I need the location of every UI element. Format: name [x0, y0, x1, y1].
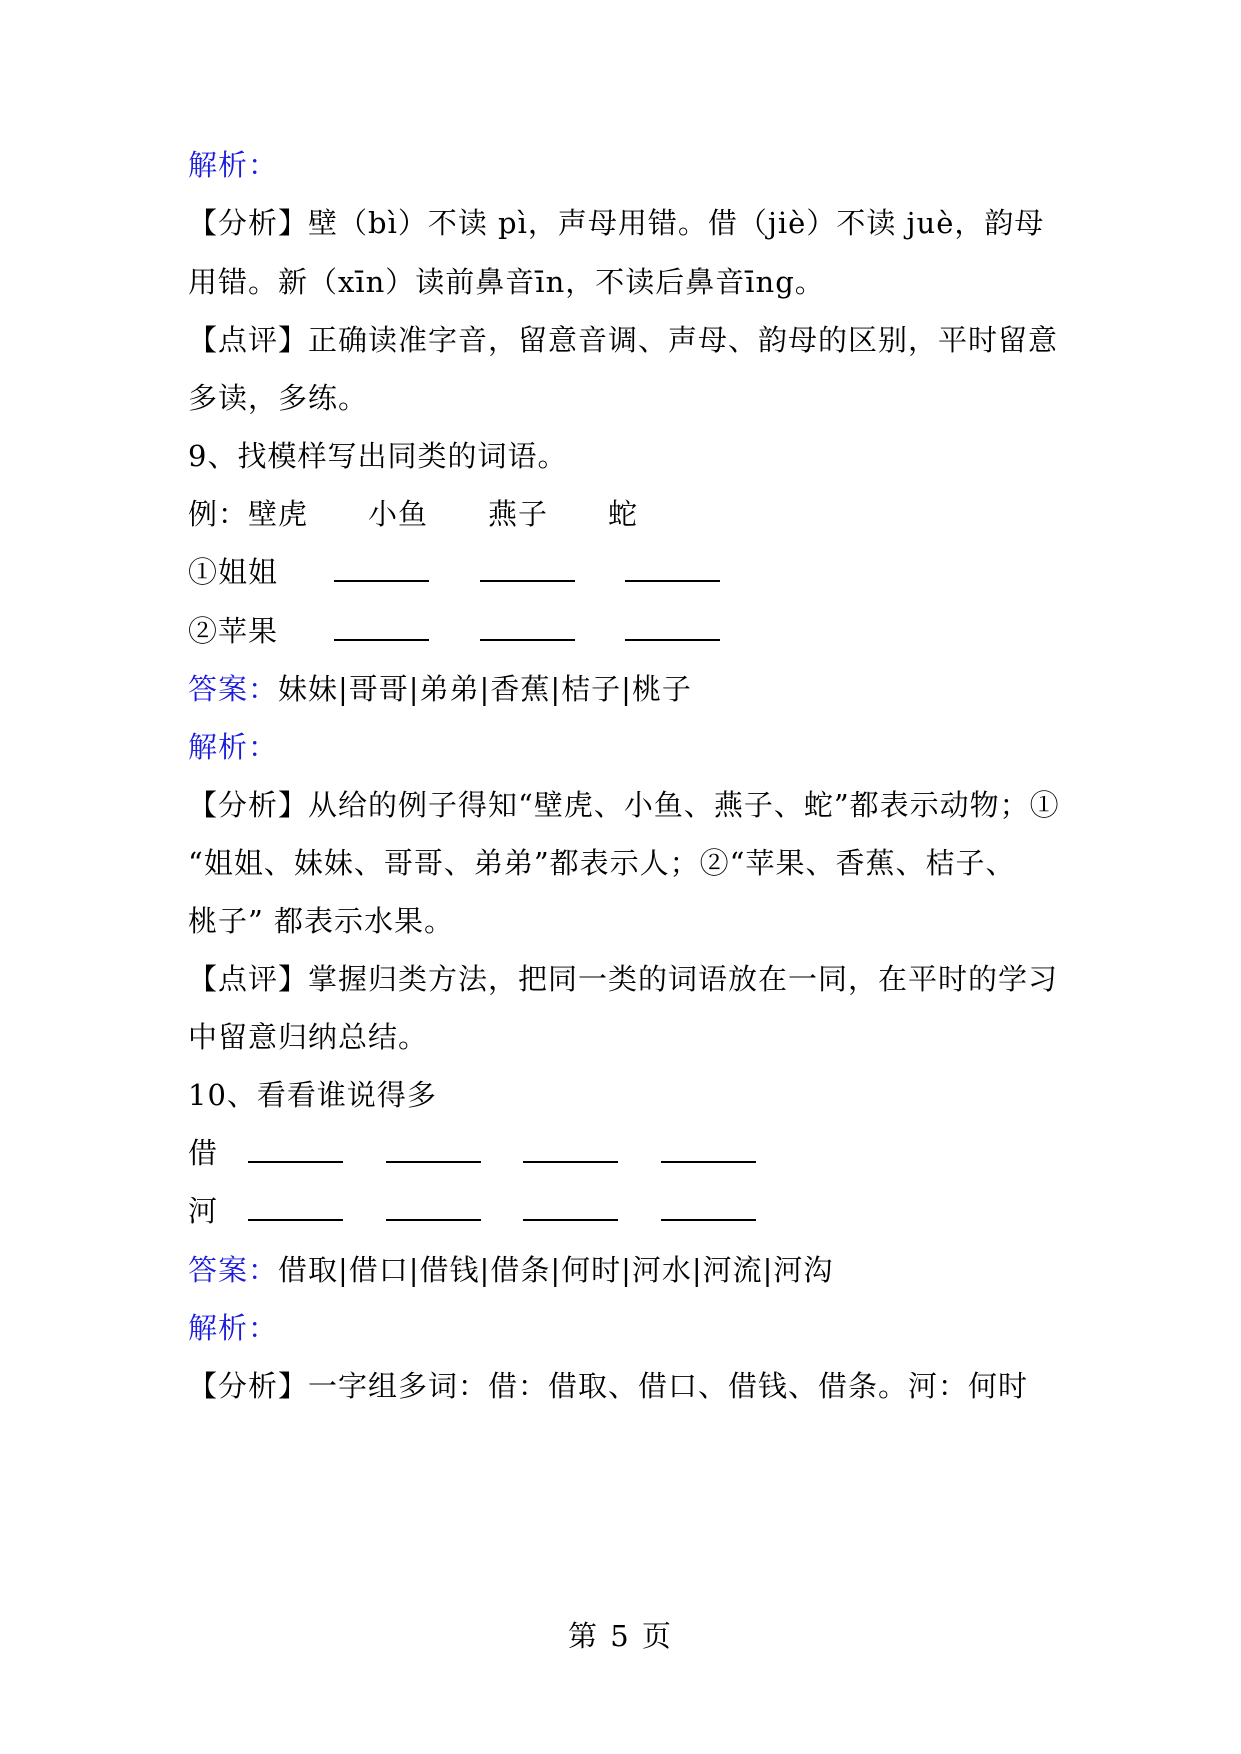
answer-blank[interactable]	[661, 1193, 756, 1221]
analysis-text-2a: 【分析】从给的例子得知“壁虎、小鱼、燕子、蛇”都表示动物；①	[188, 788, 1060, 822]
analysis-heading-3: 解析：	[188, 1311, 279, 1345]
question-10-title: 10、看看谁说得多	[188, 1078, 437, 1112]
analysis-heading-1: 解析：	[188, 148, 279, 182]
analysis-heading-2: 解析：	[188, 730, 279, 764]
answer-blank[interactable]	[661, 1135, 756, 1163]
answer-label: 答案：	[188, 1253, 279, 1287]
answer-blank[interactable]	[480, 613, 575, 641]
analysis-text-2c: 桃子” 都表示水果。	[188, 904, 455, 938]
question-10-row-2-label: 河	[188, 1194, 219, 1228]
question-9-row-2-label: ②苹果	[188, 614, 279, 648]
answer-blank[interactable]	[334, 554, 429, 582]
answer-blank[interactable]	[625, 613, 720, 641]
comment-text-2b: 中留意归纳总结。	[188, 1020, 429, 1054]
answer-label: 答案：	[188, 672, 279, 706]
comment-text-1a: 【点评】正确读准字音，留意音调、声母、韵母的区别，平时留意	[188, 323, 1059, 357]
answer-text: 借取|借口|借钱|借条|何时|河水|河流|河沟	[278, 1253, 834, 1287]
answer-9	[188, 669, 1068, 709]
answer-blank[interactable]	[625, 554, 720, 582]
answer-blank[interactable]	[386, 1135, 481, 1163]
answer-blank[interactable]	[480, 554, 575, 582]
answer-blank[interactable]	[523, 1193, 618, 1221]
answer-blank[interactable]	[248, 1193, 343, 1221]
analysis-text-1b: 用错。新（xīn）读前鼻音īn，不读后鼻音īng。	[188, 265, 825, 299]
question-9-title: 9、找模样写出同类的词语。	[188, 439, 568, 473]
question-9-row-1	[188, 552, 1068, 592]
question-9-row-2	[188, 611, 1068, 651]
answer-blank[interactable]	[334, 613, 429, 641]
answer-blank[interactable]	[386, 1193, 481, 1221]
question-10-row-2	[188, 1191, 1068, 1231]
answer-blank[interactable]	[248, 1135, 343, 1163]
page-number: 第 5 页	[568, 1619, 673, 1653]
answer-text: 妹妹|哥哥|弟弟|香蕉|桔子|桃子	[278, 672, 692, 706]
question-10-row-1	[188, 1133, 1068, 1173]
comment-text-2a: 【点评】掌握归类方法，把同一类的词语放在一同，在平时的学习	[188, 962, 1059, 996]
answer-blank[interactable]	[523, 1135, 618, 1163]
question-9-example: 例：壁虎 小鱼 燕子 蛇	[188, 497, 639, 531]
question-9-row-1-label: ①姐姐	[188, 555, 279, 589]
comment-text-1b: 多读，多练。	[188, 381, 369, 415]
analysis-text-1a: 【分析】壁（bì）不读 pì，声母用错。借（jiè）不读 juè，韵母	[188, 206, 1045, 240]
analysis-text-2b: “姐姐、妹妹、哥哥、弟弟”都表示人；②“苹果、香蕉、桔子、	[188, 846, 1016, 880]
answer-10	[188, 1250, 1068, 1290]
question-10-row-1-label: 借	[188, 1136, 219, 1170]
analysis-text-3a: 【分析】一字组多词：借：借取、借口、借钱、借条。河：何时	[188, 1369, 1029, 1403]
